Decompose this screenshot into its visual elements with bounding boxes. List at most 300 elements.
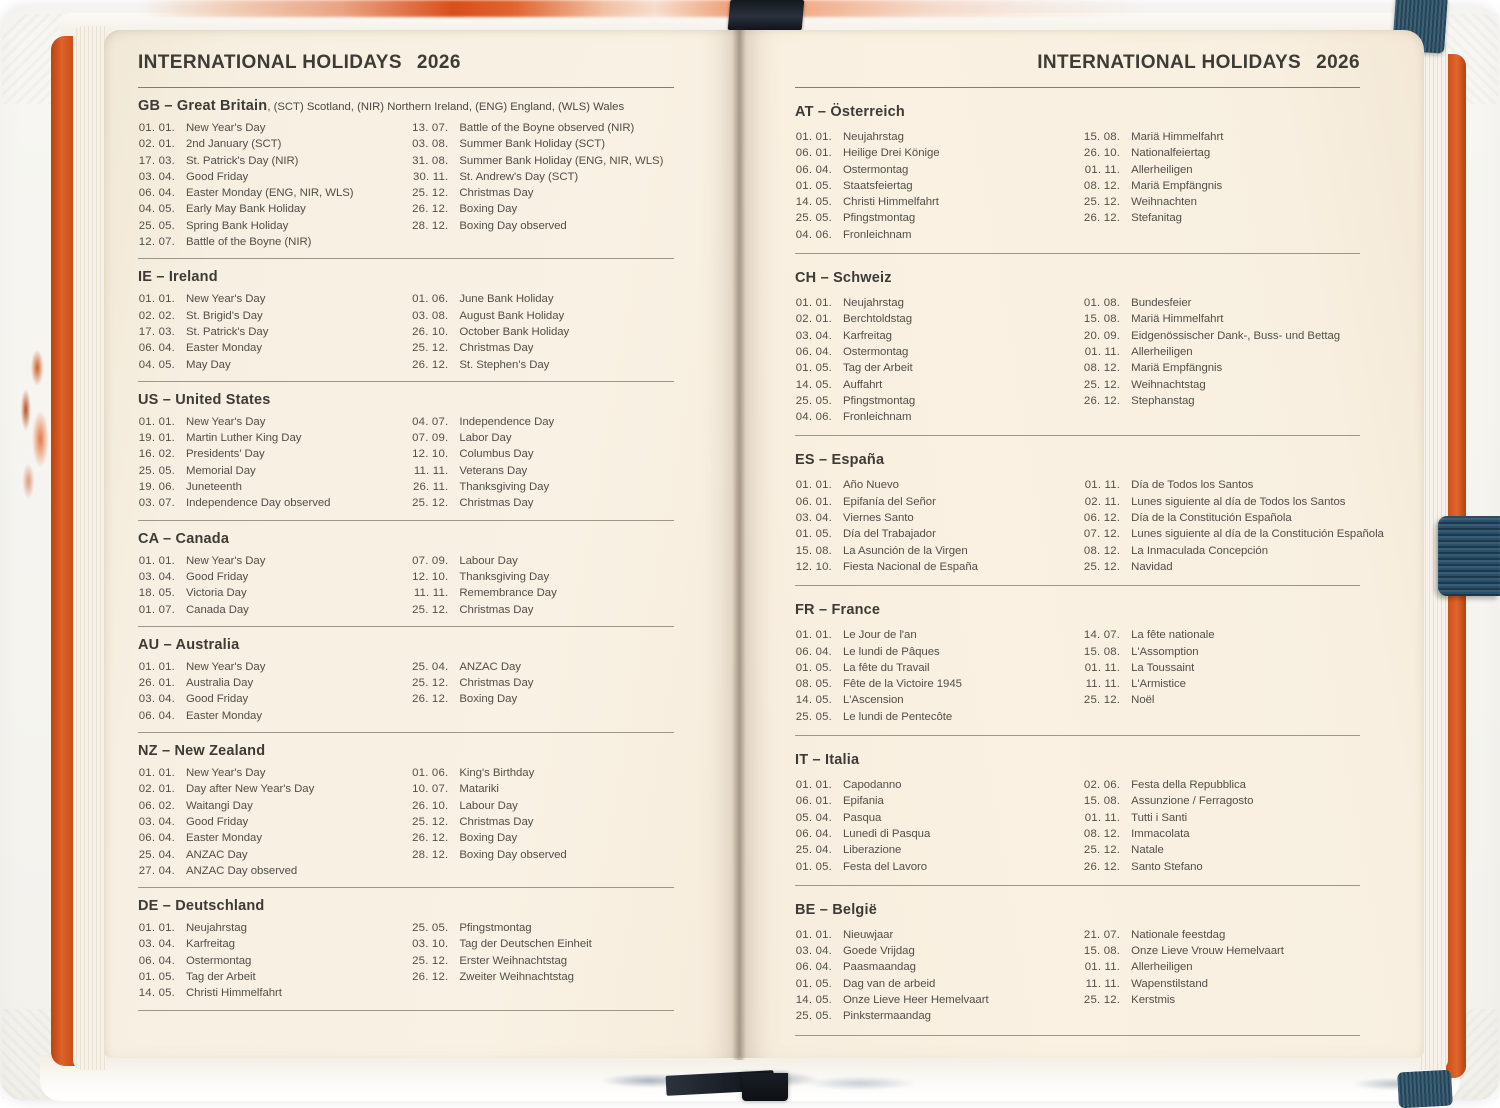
holiday-date: 07. 09. <box>412 554 449 567</box>
holiday-row <box>1083 859 1360 875</box>
holiday-date: 06. 04. <box>795 961 832 974</box>
holiday-row <box>411 120 674 136</box>
holiday-row <box>1083 162 1360 178</box>
holiday-row <box>795 393 1083 409</box>
holiday-date: 26. 01. <box>138 677 175 690</box>
holiday-row <box>1083 393 1360 409</box>
holiday-date: 26. 12. <box>412 693 449 706</box>
holiday-name: Pfingstmontag <box>843 212 916 225</box>
holiday-name: Día de la Constitución Española <box>1131 512 1292 525</box>
holiday-date: 25. 05. <box>138 219 175 232</box>
section-header <box>138 531 674 547</box>
holiday-name: Weihnachten <box>1131 196 1197 209</box>
holiday-date: 01. 08. <box>1083 297 1121 310</box>
section-header <box>795 452 1360 468</box>
holiday-date: 25. 12. <box>1083 196 1121 209</box>
holiday-name: Easter Monday (ENG, NIR, WLS) <box>186 187 354 200</box>
holiday-name: Navidad <box>1131 560 1173 573</box>
holiday-date: 10. 07. <box>412 783 449 796</box>
holiday-name: Thanksgiving Day <box>459 570 550 583</box>
holiday-date: 03. 04. <box>795 512 832 525</box>
holiday-row <box>138 479 411 495</box>
holiday-row <box>138 169 411 185</box>
holiday-date: 06. 02. <box>138 799 175 812</box>
holiday-row <box>411 781 674 797</box>
holiday-row <box>138 830 411 846</box>
holiday-name: Auffahrt <box>843 378 883 391</box>
holiday-row <box>138 936 411 952</box>
holiday-date: 01. 01. <box>795 479 832 492</box>
holiday-row <box>795 328 1083 344</box>
holiday-name: Early May Bank Holiday <box>186 203 306 216</box>
holiday-row <box>411 969 674 985</box>
holiday-name: Pfingstmontag <box>459 922 532 935</box>
section-columns <box>795 777 1360 875</box>
holiday-row <box>795 510 1083 526</box>
holiday-row <box>1083 959 1360 975</box>
holiday-name: Lunes siguiente al día de la Constitución Española <box>1131 528 1384 541</box>
holiday-row <box>1083 992 1360 1008</box>
holiday-row <box>138 781 411 797</box>
holiday-row <box>795 709 1083 725</box>
section-title: GB – Great Britain <box>138 98 268 114</box>
holiday-row <box>411 479 674 495</box>
holiday-name: Veterans Day <box>459 464 528 477</box>
holiday-row <box>1083 328 1360 344</box>
holiday-name: Easter Monday <box>186 342 262 355</box>
holiday-date: 01. 11. <box>1084 661 1121 674</box>
holiday-date: 01. 05. <box>795 179 832 192</box>
section-columns <box>138 120 674 250</box>
holiday-row <box>1083 692 1360 708</box>
holiday-column <box>795 295 1083 425</box>
holiday-row <box>795 777 1083 793</box>
holiday-date: 01. 01. <box>795 779 832 792</box>
holiday-date: 06. 04. <box>138 832 175 845</box>
holiday-date: 06. 04. <box>795 645 832 658</box>
holiday-row <box>795 992 1083 1008</box>
holiday-name: Nationalfeiertag <box>1131 147 1211 160</box>
section-header <box>138 392 674 408</box>
holiday-date: 06. 12. <box>1083 512 1121 525</box>
holiday-row <box>795 826 1083 842</box>
holiday-name: Eidgenössischer Dank-, Buss- und Bettag <box>1131 329 1341 342</box>
holiday-name: Tag der Arbeit <box>843 362 913 375</box>
holiday-row <box>138 185 411 201</box>
holiday-date: 12. 10. <box>412 448 449 461</box>
holiday-date: 25. 12. <box>412 954 449 967</box>
holiday-date: 19. 06. <box>138 481 175 494</box>
holiday-column <box>795 129 1083 243</box>
holiday-row <box>411 153 674 169</box>
holiday-name: Martin Luther King Day <box>186 432 302 445</box>
holiday-name: Victoria Day <box>186 587 247 600</box>
holiday-name: New Year's Day <box>186 554 266 567</box>
holiday-row <box>795 943 1083 959</box>
holiday-date: 01. 11. <box>1084 811 1121 824</box>
holiday-name: Juneteenth <box>186 481 242 494</box>
holiday-row <box>138 708 411 724</box>
holiday-row <box>1083 559 1360 575</box>
holiday-name: June Bank Holiday <box>459 293 554 306</box>
holiday-row <box>138 602 411 618</box>
holiday-name: Allerheiligen <box>1131 961 1193 974</box>
holiday-row <box>411 602 674 618</box>
holiday-row <box>138 463 411 479</box>
holiday-row <box>795 526 1083 542</box>
holiday-row <box>138 201 411 217</box>
section-title: CA – Canada <box>138 530 230 547</box>
bookmark-ribbon-top[interactable] <box>728 0 805 30</box>
holiday-date: 03. 04. <box>138 170 175 183</box>
holiday-date: 01. 06. <box>412 767 449 780</box>
holiday-name: Día del Trabajador <box>843 528 936 541</box>
holiday-row <box>795 859 1083 875</box>
holiday-date: 14. 05. <box>795 694 832 707</box>
page-title-text: INTERNATIONAL HOLIDAYS <box>1037 52 1302 73</box>
holiday-name: La Toussaint <box>1131 661 1195 674</box>
holiday-date: 14. 05. <box>138 987 175 1000</box>
holiday-row <box>138 985 411 1001</box>
holiday-name: Christi Himmelfahrt <box>843 196 939 209</box>
holiday-date: 06. 01. <box>795 495 832 508</box>
holiday-column <box>411 553 674 618</box>
holiday-row <box>795 810 1083 826</box>
holiday-row <box>411 185 674 201</box>
holiday-date: 27. 04. <box>138 864 175 877</box>
holiday-name: Nationale feestdag <box>1131 928 1226 941</box>
holiday-row <box>411 814 674 830</box>
holiday-name: Zweiter Weihnachtstag <box>459 970 574 983</box>
holiday-name: Kerstmis <box>1131 993 1176 1006</box>
holiday-row <box>411 920 674 936</box>
holiday-row <box>138 969 411 985</box>
holiday-name: ANZAC Day <box>186 848 248 861</box>
holiday-section-ie <box>138 269 674 381</box>
section-header <box>138 98 674 114</box>
section-columns <box>795 927 1360 1025</box>
section-columns <box>138 553 674 618</box>
holiday-date: 31. 08. <box>412 154 449 167</box>
holiday-date: 15. 08. <box>795 544 832 557</box>
holiday-column <box>411 920 674 1001</box>
holiday-date: 25. 04. <box>412 660 449 673</box>
page-stack-left <box>73 26 106 1070</box>
left-page[interactable] <box>104 30 740 1058</box>
holiday-date: 02. 01. <box>138 138 175 151</box>
holiday-date: 01. 01. <box>138 660 175 673</box>
holiday-column <box>1083 295 1360 425</box>
holiday-date: 14. 05. <box>795 378 832 391</box>
holiday-row <box>1083 344 1360 360</box>
holiday-name: Christmas Day <box>459 497 534 510</box>
holiday-row <box>138 863 411 879</box>
holiday-date: 08. 05. <box>795 678 832 691</box>
holiday-date: 05. 04. <box>795 811 832 824</box>
holiday-column <box>138 553 411 618</box>
holiday-row <box>138 340 411 356</box>
holiday-name: Independence Day <box>459 415 555 428</box>
section-columns <box>138 920 674 1001</box>
holiday-row <box>411 585 674 601</box>
holiday-row <box>795 692 1083 708</box>
holiday-date: 16. 02. <box>138 448 175 461</box>
holiday-name: Fête de la Victoire 1945 <box>843 678 962 691</box>
holiday-date: 17. 03. <box>138 154 175 167</box>
holiday-row <box>1083 676 1360 692</box>
holiday-row <box>795 311 1083 327</box>
holiday-row <box>411 553 674 569</box>
holiday-date: 01. 06. <box>412 293 449 306</box>
holiday-name: Pfingstmontag <box>843 394 916 407</box>
holiday-name: Christmas Day <box>459 677 534 690</box>
holiday-date: 25. 05. <box>795 710 832 723</box>
holiday-row <box>138 585 411 601</box>
holiday-name: Festa della Repubblica <box>1131 779 1246 792</box>
section-title: IT – Italia <box>795 752 860 769</box>
holiday-date: 11. 11. <box>1085 977 1121 990</box>
holiday-date: 12. 10. <box>412 570 449 583</box>
holiday-row <box>411 495 674 511</box>
holiday-name: Karfreitag <box>843 329 892 342</box>
holiday-row <box>1083 311 1360 327</box>
page-title <box>138 52 674 74</box>
holiday-date: 25. 12. <box>1083 560 1121 573</box>
sections <box>138 98 674 1011</box>
section-title: FR – France <box>795 602 881 619</box>
page-title-rule <box>138 87 674 88</box>
section-title: ES – España <box>795 452 885 469</box>
holiday-section-fr <box>795 602 1360 736</box>
section-columns <box>795 129 1360 243</box>
holiday-name: Spring Bank Holiday <box>186 219 289 232</box>
holiday-name: St. Andrew's Day (SCT) <box>459 170 579 183</box>
elastic-pen-loop[interactable] <box>1438 516 1500 596</box>
holiday-name: Lunes siguiente al día de Todos los Santos <box>1131 495 1346 508</box>
holiday-row <box>795 145 1083 161</box>
holiday-row <box>411 675 674 691</box>
holiday-row <box>411 847 674 863</box>
holiday-column <box>795 777 1083 875</box>
holiday-row <box>411 765 674 781</box>
holiday-date: 11. 11. <box>413 587 449 600</box>
holiday-section-it <box>795 752 1360 886</box>
holiday-row <box>795 344 1083 360</box>
holiday-name: Noël <box>1131 694 1155 707</box>
holiday-name: Labour Day <box>459 799 518 812</box>
holiday-date: 26. 10. <box>412 799 449 812</box>
holiday-row <box>411 291 674 307</box>
holiday-row <box>411 430 674 446</box>
section-title: IE – Ireland <box>138 269 218 286</box>
holiday-date: 01. 11. <box>1084 961 1121 974</box>
holiday-date: 15. 08. <box>1083 945 1121 958</box>
holiday-date: 01. 01. <box>138 922 175 935</box>
holiday-row <box>1083 494 1360 510</box>
holiday-name: Berchtoldstag <box>843 313 913 326</box>
holiday-date: 03. 04. <box>795 329 832 342</box>
holiday-date: 06. 04. <box>138 342 175 355</box>
holiday-date: 01. 11. <box>1084 163 1121 176</box>
holiday-row <box>795 210 1083 226</box>
holiday-row <box>1083 194 1360 210</box>
holiday-row <box>795 227 1083 243</box>
holiday-date: 02. 01. <box>138 783 175 796</box>
holiday-name: Capodanno <box>843 779 902 792</box>
section-header <box>795 104 1360 120</box>
section-title: NZ – New Zealand <box>138 743 266 760</box>
holiday-date: 26. 12. <box>1083 860 1121 873</box>
section-title: DE – Deutschland <box>138 898 265 915</box>
holiday-name: Good Friday <box>186 570 249 583</box>
holiday-date: 01. 05. <box>795 977 832 990</box>
holiday-date: 01. 05. <box>795 528 832 541</box>
holiday-row <box>138 847 411 863</box>
holiday-section-be <box>795 902 1360 1036</box>
holiday-date: 17. 03. <box>138 325 175 338</box>
holiday-column <box>138 120 411 250</box>
holiday-row <box>411 463 674 479</box>
holiday-date: 25. 12. <box>412 342 449 355</box>
holiday-date: 15. 08. <box>1083 645 1121 658</box>
holiday-name: Onze Lieve Heer Hemelvaart <box>843 993 989 1006</box>
holiday-date: 25. 12. <box>412 497 449 510</box>
holiday-name: Columbus Day <box>459 448 534 461</box>
holiday-name: ANZAC Day observed <box>186 864 298 877</box>
holiday-name: Tutti i Santi <box>1131 811 1188 824</box>
section-columns <box>138 765 674 879</box>
holiday-name: La Inmaculada Concepción <box>1131 544 1268 557</box>
holiday-name: Paasmaandag <box>843 961 916 974</box>
holiday-date: 04. 07. <box>412 415 449 428</box>
holiday-date: 07. 12. <box>1083 528 1121 541</box>
page-title-text: INTERNATIONAL HOLIDAYS <box>138 52 402 73</box>
holiday-name: Memorial Day <box>186 464 256 477</box>
holiday-row <box>795 129 1083 145</box>
holiday-date: 25. 12. <box>1083 993 1121 1006</box>
holiday-name: Heilige Drei Könige <box>843 147 940 160</box>
holiday-date: 01. 11. <box>1084 479 1121 492</box>
holiday-row <box>138 659 411 675</box>
holiday-section-ca <box>138 531 674 627</box>
holiday-name: Ostermontag <box>843 345 909 358</box>
holiday-date: 04. 06. <box>795 228 832 241</box>
holiday-date: 03. 07. <box>138 497 175 510</box>
holiday-name: Epifanía del Señor <box>843 495 936 508</box>
holiday-row <box>1083 842 1360 858</box>
holiday-name: Tag der Arbeit <box>186 970 256 983</box>
holiday-row <box>1083 543 1360 559</box>
holiday-row <box>795 477 1083 493</box>
holiday-row <box>795 295 1083 311</box>
holiday-section-ch <box>795 270 1360 436</box>
holiday-row <box>138 430 411 446</box>
section-header <box>795 752 1360 768</box>
holiday-row <box>138 569 411 585</box>
holiday-row <box>1083 210 1360 226</box>
section-header <box>795 602 1360 618</box>
holiday-name: L'Armistice <box>1131 678 1186 691</box>
holiday-name: Wapenstilstand <box>1131 977 1208 990</box>
holiday-name: Labour Day <box>459 554 518 567</box>
holiday-date: 02. 01. <box>795 313 832 326</box>
holiday-name: Mariä Empfängnis <box>1131 362 1223 375</box>
bookmark-ribbon-bottom-front[interactable] <box>742 1073 788 1101</box>
holiday-date: 06. 04. <box>795 827 832 840</box>
holiday-row <box>138 814 411 830</box>
holiday-date: 25. 12. <box>412 815 449 828</box>
holiday-name: Matariki <box>459 783 499 796</box>
holiday-name: Good Friday <box>186 170 249 183</box>
elastic-band-bottom-right[interactable] <box>1397 1070 1453 1108</box>
holiday-date: 04. 05. <box>138 203 175 216</box>
section-columns <box>138 659 674 724</box>
section-columns <box>795 627 1360 725</box>
holiday-name: New Year's Day <box>186 293 266 306</box>
holiday-section-de <box>138 898 674 1010</box>
holiday-date: 02. 11. <box>1084 495 1121 508</box>
holiday-name: Natale <box>1131 844 1164 857</box>
holiday-row <box>138 218 411 234</box>
holiday-name: Neujahrstag <box>186 922 247 935</box>
holiday-date: 26. 12. <box>1083 394 1121 407</box>
holiday-name: Allerheiligen <box>1131 345 1193 358</box>
holiday-name: Summer Bank Holiday (SCT) <box>459 138 605 151</box>
holiday-row <box>138 798 411 814</box>
holiday-name: Good Friday <box>186 815 249 828</box>
holiday-date: 03. 04. <box>138 693 175 706</box>
holiday-name: Boxing Day observed <box>459 848 567 861</box>
right-page[interactable] <box>740 30 1424 1058</box>
holiday-date: 26. 10. <box>1083 147 1121 160</box>
holiday-date: 21. 07. <box>1083 928 1121 941</box>
holiday-row <box>795 162 1083 178</box>
holiday-name: St. Brigid's Day <box>186 309 263 322</box>
holiday-date: 30. 11. <box>412 170 449 183</box>
holiday-date: 14. 05. <box>795 196 832 209</box>
holiday-date: 11. 11. <box>413 464 449 477</box>
holiday-name: Pasqua <box>843 811 882 824</box>
holiday-row <box>138 495 411 511</box>
holiday-name: ANZAC Day <box>459 660 521 673</box>
holiday-date: 01. 01. <box>795 131 832 143</box>
holiday-name: Ostermontag <box>843 163 909 176</box>
holiday-name: L'Assomption <box>1131 645 1199 658</box>
holiday-name: Allerheiligen <box>1131 163 1193 176</box>
holiday-row <box>138 324 411 340</box>
section-header <box>138 637 674 653</box>
holiday-name: Christmas Day <box>459 342 534 355</box>
holiday-date: 03. 08. <box>412 138 449 151</box>
holiday-row <box>411 798 674 814</box>
holiday-name: Christmas Day <box>459 603 534 616</box>
holiday-date: 13. 07. <box>412 122 449 134</box>
holiday-name: St. Stephen's Day <box>459 358 550 371</box>
holiday-name: Australia Day <box>186 677 254 690</box>
holiday-date: 26. 12. <box>412 970 449 983</box>
holiday-name: King's Birthday <box>459 767 535 780</box>
holiday-row <box>1083 129 1360 145</box>
holiday-name: Tag der Deutschen Einheit <box>459 938 592 951</box>
holiday-name: Easter Monday <box>186 832 262 845</box>
holiday-date: 01. 01. <box>138 554 175 567</box>
section-header <box>138 743 674 759</box>
holiday-date: 01. 05. <box>795 860 832 873</box>
holiday-row <box>138 446 411 462</box>
holiday-date: 20. 09. <box>1083 329 1121 342</box>
holiday-date: 25. 12. <box>412 603 449 616</box>
holiday-name: Presidents' Day <box>186 448 265 461</box>
